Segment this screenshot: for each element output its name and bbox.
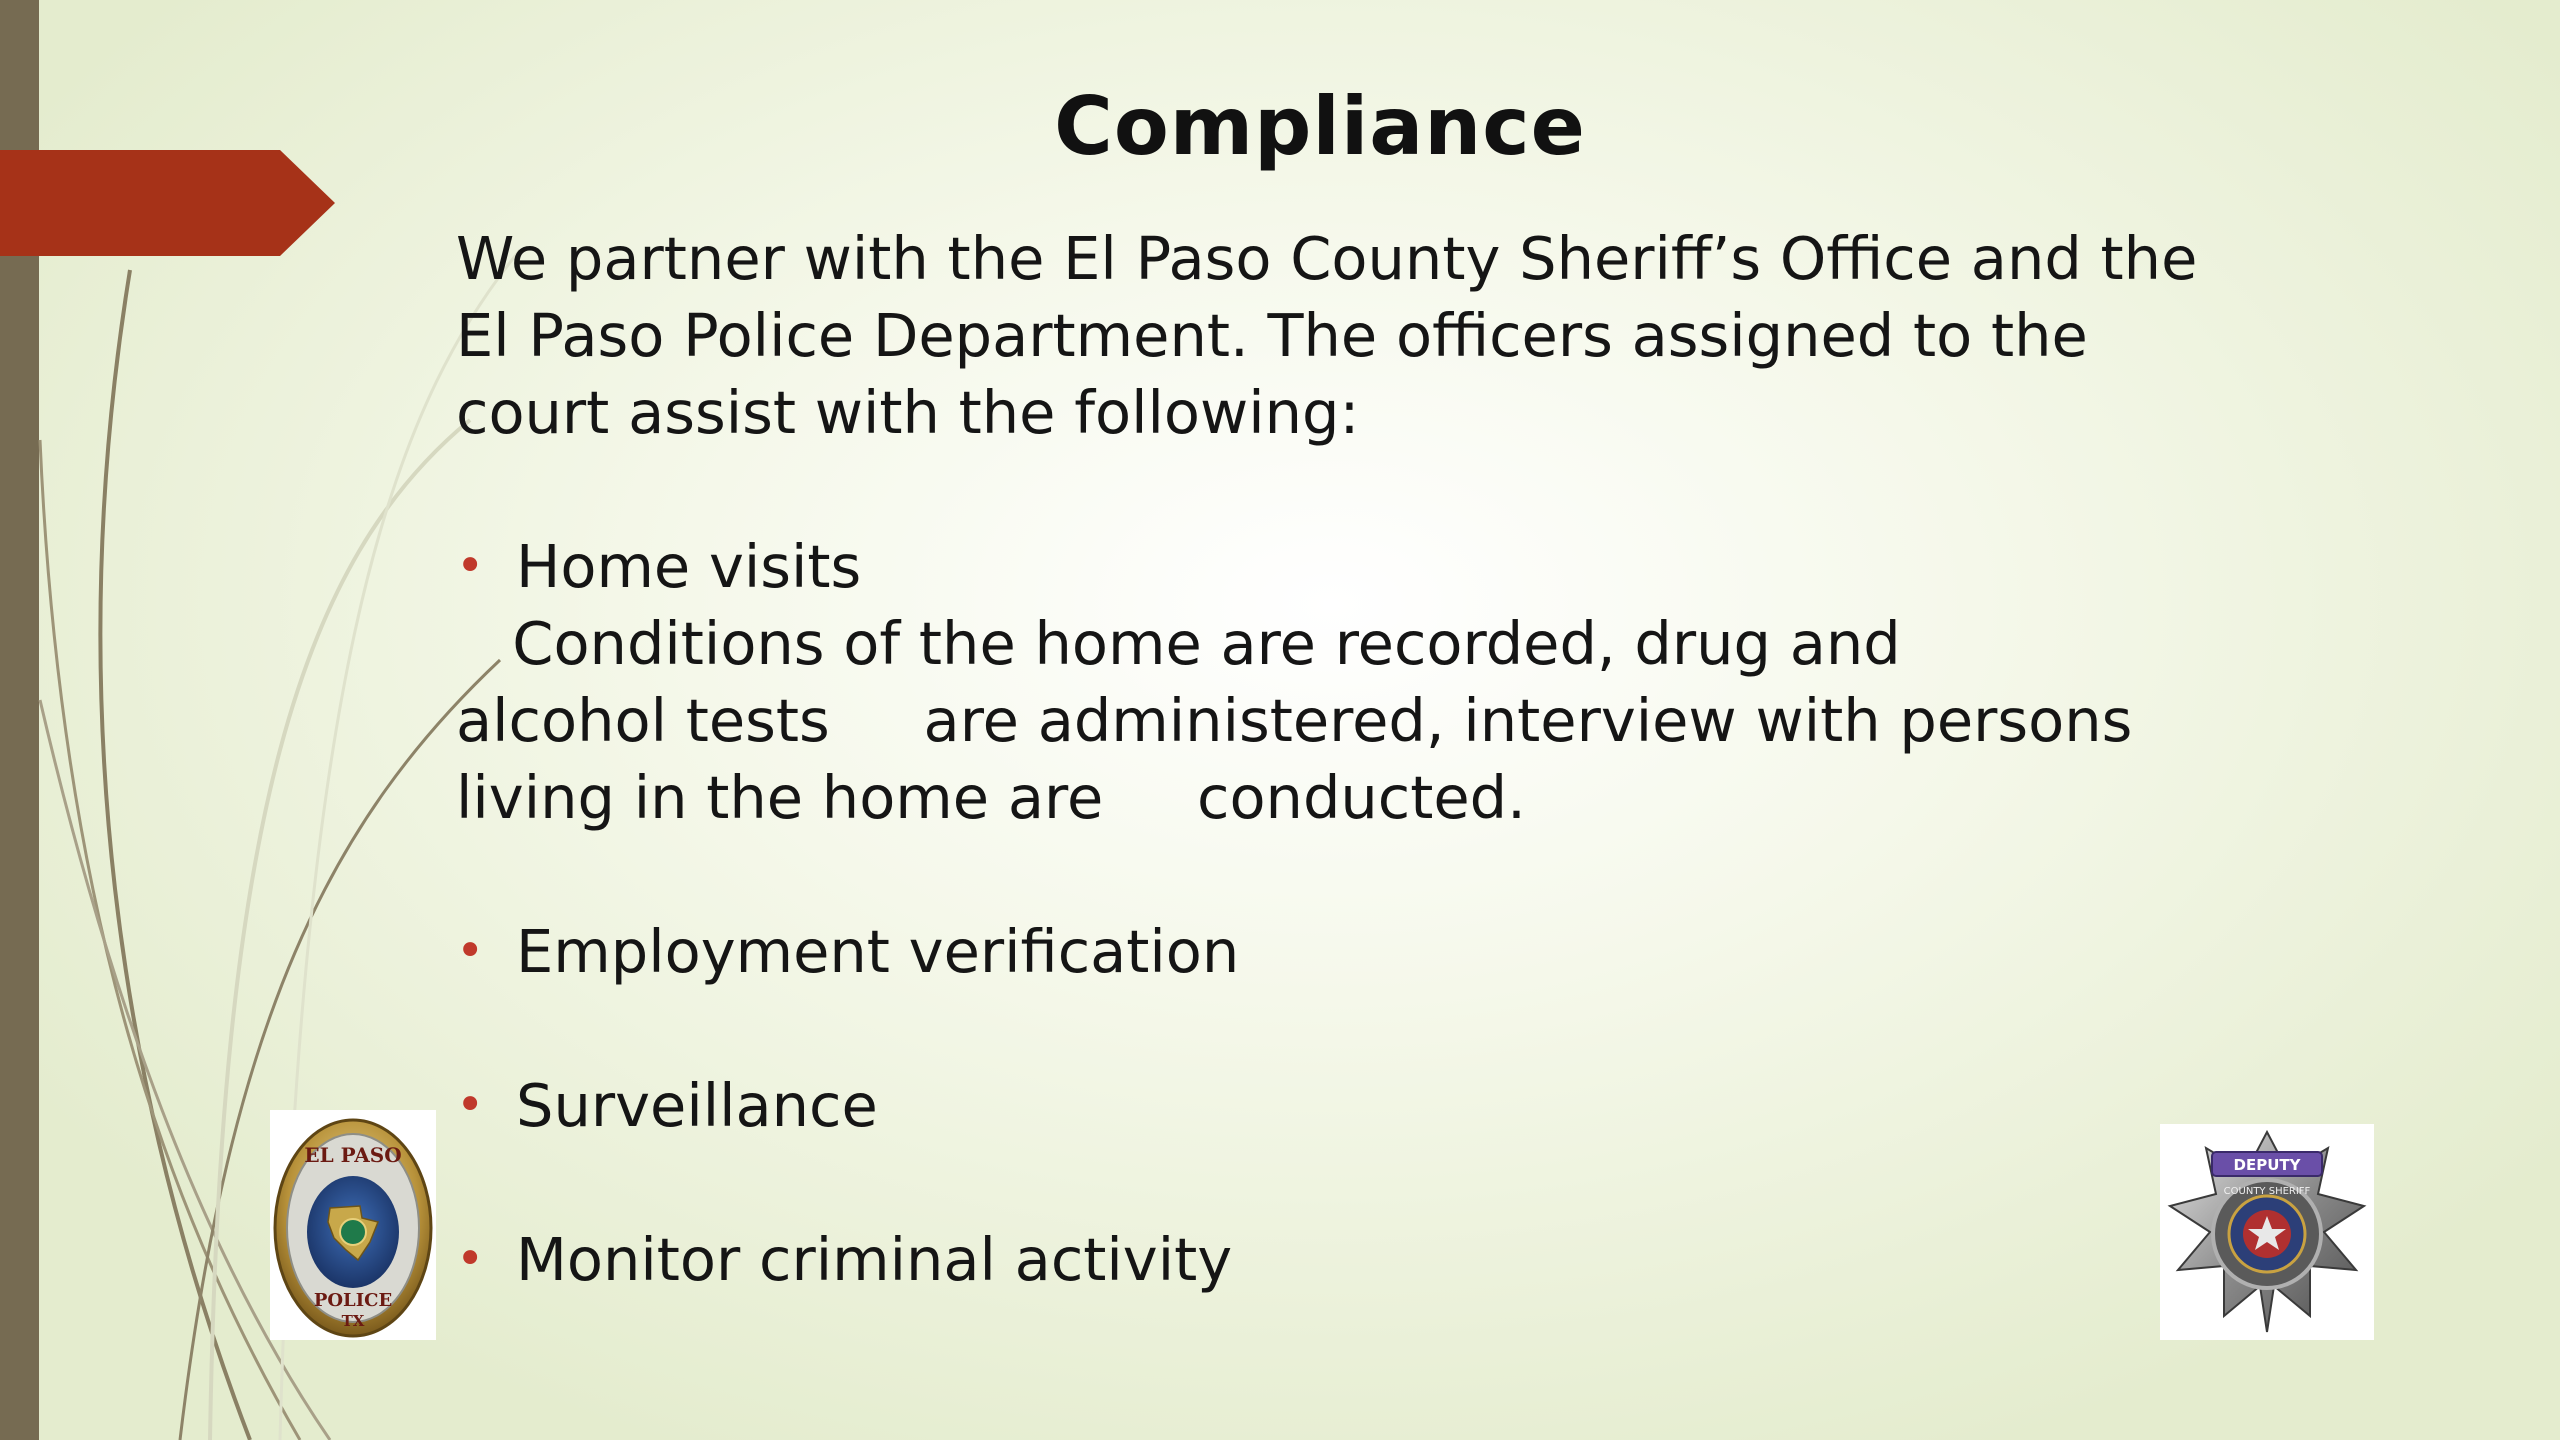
slide-body — [456, 220, 2216, 1298]
bullet-dot-icon: • — [456, 538, 485, 594]
bullet-dot-icon: • — [456, 1077, 485, 1133]
bullet-label: Surveillance — [516, 1071, 878, 1140]
badge-text-bottom: POLICE — [313, 1290, 393, 1311]
bullet-item-employment-verification — [456, 913, 2216, 990]
el-paso-police-badge-icon — [270, 1110, 436, 1340]
intro-paragraph: We partner with the El Paso County Sheriff’s Office and the El Paso Police Department. The officers assigned to the court assist with the following: — [456, 224, 2198, 447]
badge-text-ring: COUNTY SHERIFF — [2223, 1186, 2311, 1197]
deputy-sheriff-star-badge-icon — [2160, 1124, 2374, 1340]
badge-text-top: EL PASO — [304, 1143, 402, 1167]
bullet-label: Monitor criminal activity — [516, 1225, 1233, 1294]
detail-line: Conditions of the home are recorded, drug and — [456, 609, 1901, 678]
bullet-item-surveillance — [456, 1067, 2216, 1144]
detail-line: living in the home are conducted. — [456, 763, 1526, 832]
slide-title: Compliance — [1054, 80, 1586, 173]
detail-line: alcohol tests are administered, interview with persons — [456, 686, 2133, 755]
badge-text-state: TX — [341, 1312, 365, 1330]
bullet-label: Home visits — [516, 532, 862, 601]
bullet-dot-icon: • — [456, 1231, 485, 1287]
bullet-dot-icon: • — [456, 923, 485, 979]
home-visits-detail — [456, 605, 2216, 836]
bullet-item-home-visits — [456, 528, 2216, 605]
badge-text-deputy: DEPUTY — [2233, 1156, 2301, 1174]
bullet-item-monitor-criminal-activity — [456, 1221, 2216, 1298]
bullet-label: Employment verification — [516, 917, 1240, 986]
